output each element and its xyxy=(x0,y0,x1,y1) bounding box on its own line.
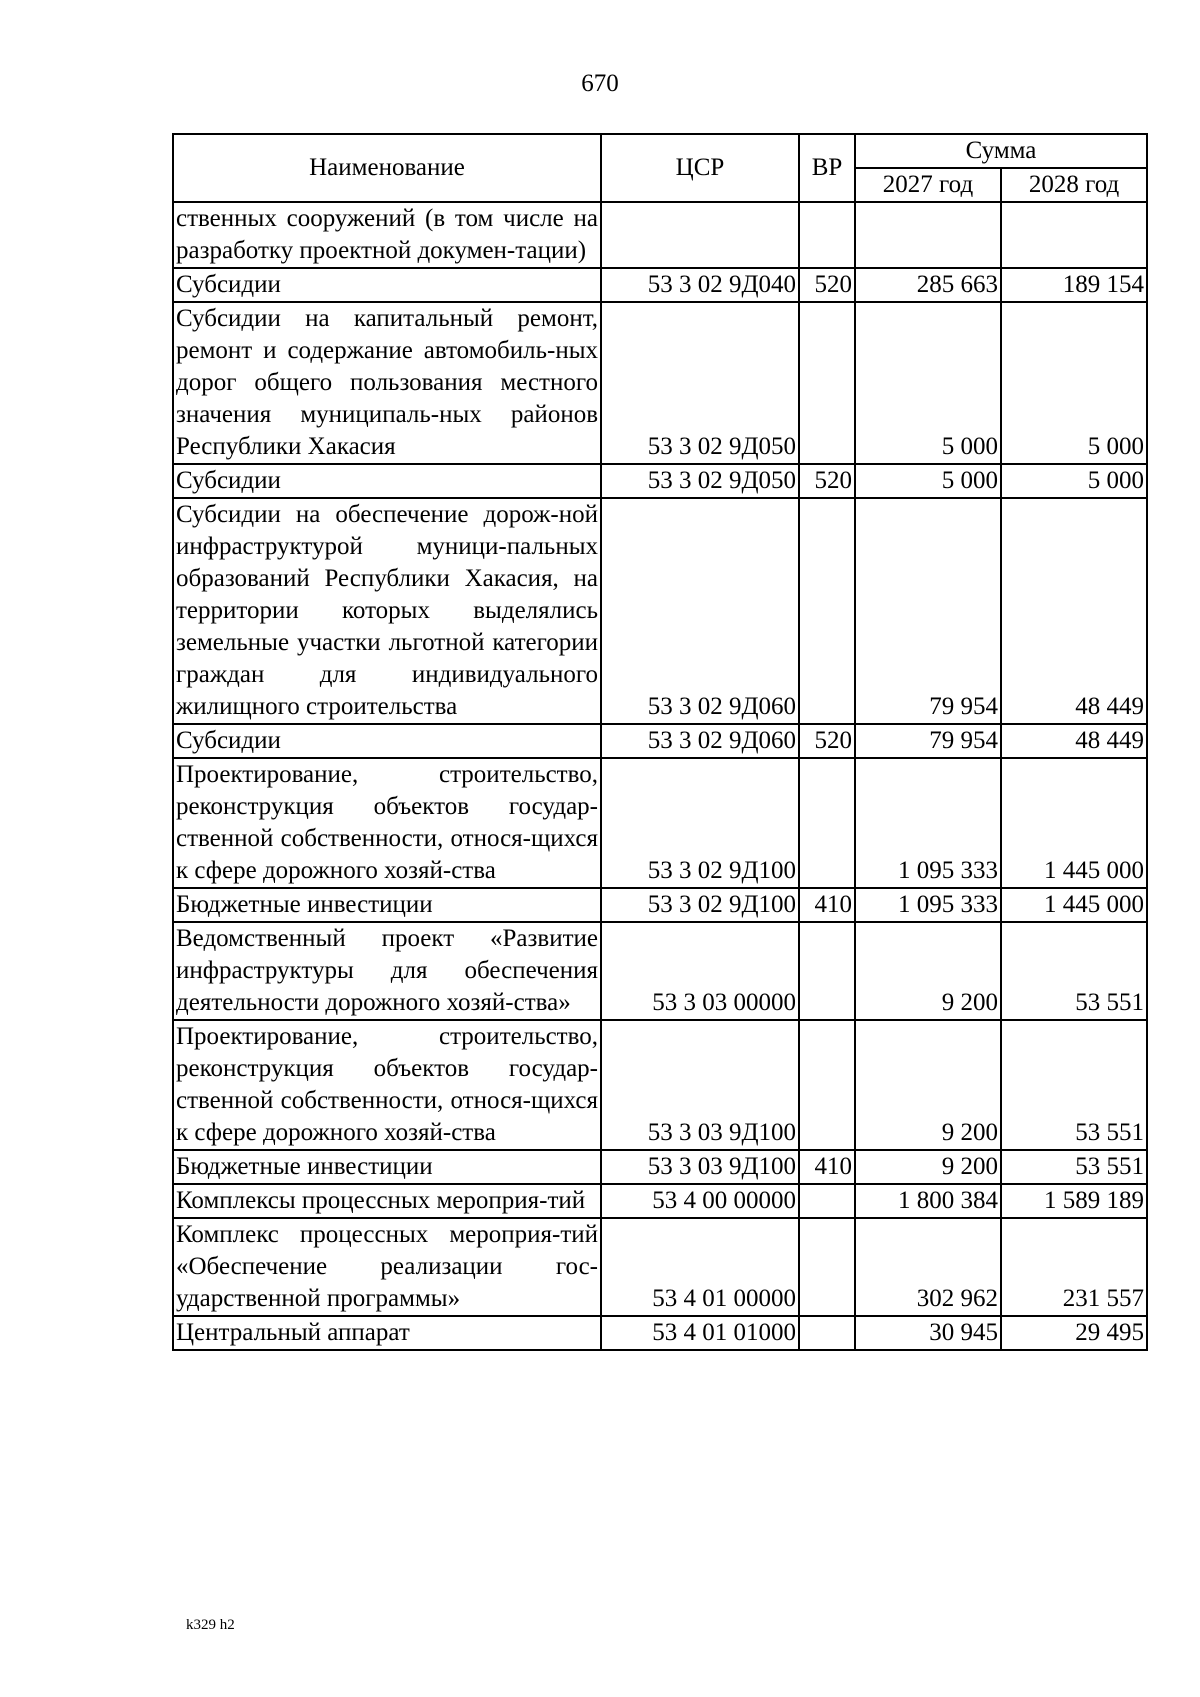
row-sum-2028-cell: 231 557 xyxy=(1001,1218,1147,1316)
row-sum-2028-cell: 29 495 xyxy=(1001,1316,1147,1350)
row-sum-2028-cell: 53 551 xyxy=(1001,922,1147,1020)
row-vr-cell xyxy=(799,202,855,268)
row-sum-2028-cell: 1 589 189 xyxy=(1001,1184,1147,1218)
row-sum-2028-cell: 48 449 xyxy=(1001,498,1147,724)
row-vr-cell: 520 xyxy=(799,464,855,498)
row-sum-2027-cell: 302 962 xyxy=(855,1218,1001,1316)
row-sum-2027-cell: 1 800 384 xyxy=(855,1184,1001,1218)
row-csr-cell: 53 4 01 01000 xyxy=(601,1316,799,1350)
row-vr-cell: 410 xyxy=(799,888,855,922)
row-vr-cell: 410 xyxy=(799,1150,855,1184)
row-name-cell: Проектирование, строительство, реконструкция объектов государ-ственной собственности, относя-щихся к сфере дорожного хозяй-ства xyxy=(173,1020,601,1150)
row-sum-2027-cell: 5 000 xyxy=(855,302,1001,464)
row-sum-2028-cell: 1 445 000 xyxy=(1001,888,1147,922)
row-vr-cell xyxy=(799,1020,855,1150)
row-name-cell: Бюджетные инвестиции xyxy=(173,1150,601,1184)
row-name-cell: Центральный аппарат xyxy=(173,1316,601,1350)
header-vr: ВР xyxy=(799,134,855,202)
row-vr-cell: 520 xyxy=(799,268,855,302)
row-name-cell: Субсидии xyxy=(173,464,601,498)
row-csr-cell: 53 3 02 9Д060 xyxy=(601,724,799,758)
row-vr-cell xyxy=(799,498,855,724)
row-csr-cell: 53 3 02 9Д040 xyxy=(601,268,799,302)
table-row xyxy=(173,758,1147,888)
row-name-cell: Субсидии на обеспечение дорож-ной инфраструктурой муници-пальных образований Республики Хакасия, на территории которых выделялись земельные участки льготной категории граждан для индивидуального жилищного строительства xyxy=(173,498,601,724)
table-row xyxy=(173,302,1147,464)
row-sum-2027-cell: 1 095 333 xyxy=(855,758,1001,888)
row-vr-cell: 520 xyxy=(799,724,855,758)
row-csr-cell: 53 3 03 9Д100 xyxy=(601,1150,799,1184)
row-sum-2028-cell: 1 445 000 xyxy=(1001,758,1147,888)
row-name-cell: Субсидии на капитальный ремонт, ремонт и содержание автомобиль-ных дорог общего пользования местного значения муниципаль-ных районов Республики Хакасия xyxy=(173,302,601,464)
table-row xyxy=(173,1150,1147,1184)
row-name-cell: Комплекс процессных мероприя-тий «Обеспечение реализации гос-ударственной программы» xyxy=(173,1218,601,1316)
row-csr-cell: 53 3 02 9Д100 xyxy=(601,758,799,888)
row-sum-2027-cell: 9 200 xyxy=(855,922,1001,1020)
row-sum-2027-cell: 5 000 xyxy=(855,464,1001,498)
row-vr-cell xyxy=(799,1184,855,1218)
row-sum-2027-cell: 9 200 xyxy=(855,1150,1001,1184)
table-row xyxy=(173,1020,1147,1150)
footer-code: k329 h2 xyxy=(186,1617,235,1633)
row-name-cell: Комплексы процессных мероприя-тий xyxy=(173,1184,601,1218)
row-sum-2027-cell xyxy=(855,202,1001,268)
row-name-cell: Субсидии xyxy=(173,724,601,758)
table-row xyxy=(173,498,1147,724)
header-year-2028: 2028 год xyxy=(1001,168,1147,202)
row-sum-2028-cell: 53 551 xyxy=(1001,1020,1147,1150)
row-csr-cell: 53 4 00 00000 xyxy=(601,1184,799,1218)
row-vr-cell xyxy=(799,758,855,888)
row-csr-cell: 53 3 02 9Д060 xyxy=(601,498,799,724)
row-sum-2027-cell: 285 663 xyxy=(855,268,1001,302)
page-number: 670 xyxy=(581,70,619,97)
row-csr-cell: 53 3 03 9Д100 xyxy=(601,1020,799,1150)
budget-table xyxy=(172,133,1148,1351)
header-year-2027: 2027 год xyxy=(855,168,1001,202)
table-row xyxy=(173,1316,1147,1350)
table-row xyxy=(173,922,1147,1020)
table-row xyxy=(173,888,1147,922)
row-sum-2028-cell: 5 000 xyxy=(1001,302,1147,464)
row-csr-cell: 53 3 02 9Д050 xyxy=(601,302,799,464)
header-sum: Сумма xyxy=(855,134,1147,168)
row-sum-2027-cell: 1 095 333 xyxy=(855,888,1001,922)
row-sum-2027-cell: 79 954 xyxy=(855,498,1001,724)
row-vr-cell xyxy=(799,922,855,1020)
table-row xyxy=(173,268,1147,302)
row-csr-cell: 53 3 02 9Д050 xyxy=(601,464,799,498)
row-vr-cell xyxy=(799,1218,855,1316)
row-sum-2027-cell: 79 954 xyxy=(855,724,1001,758)
table-header-row xyxy=(173,134,1147,168)
row-name-cell: Проектирование, строительство, реконструкция объектов государ-ственной собственности, относя-щихся к сфере дорожного хозяй-ства xyxy=(173,758,601,888)
row-csr-cell: 53 3 02 9Д100 xyxy=(601,888,799,922)
row-sum-2027-cell: 9 200 xyxy=(855,1020,1001,1150)
table-row xyxy=(173,724,1147,758)
row-sum-2027-cell: 30 945 xyxy=(855,1316,1001,1350)
row-sum-2028-cell: 53 551 xyxy=(1001,1150,1147,1184)
table-row xyxy=(173,1218,1147,1316)
row-vr-cell xyxy=(799,1316,855,1350)
header-name: Наименование xyxy=(173,134,601,202)
row-vr-cell xyxy=(799,302,855,464)
row-csr-cell: 53 3 03 00000 xyxy=(601,922,799,1020)
row-csr-cell xyxy=(601,202,799,268)
row-csr-cell: 53 4 01 00000 xyxy=(601,1218,799,1316)
row-name-cell: Субсидии xyxy=(173,268,601,302)
row-sum-2028-cell: 48 449 xyxy=(1001,724,1147,758)
row-name-cell: Бюджетные инвестиции xyxy=(173,888,601,922)
table-row xyxy=(173,464,1147,498)
table-row xyxy=(173,1184,1147,1218)
table-row xyxy=(173,202,1147,268)
row-sum-2028-cell: 189 154 xyxy=(1001,268,1147,302)
row-name-cell: ственных сооружений (в том числе на разработку проектной докумен-тации) xyxy=(173,202,601,268)
row-sum-2028-cell: 5 000 xyxy=(1001,464,1147,498)
row-sum-2028-cell xyxy=(1001,202,1147,268)
row-name-cell: Ведомственный проект «Развитие инфраструктуры для обеспечения деятельности дорожного хозяй-ства» xyxy=(173,922,601,1020)
header-csr: ЦСР xyxy=(601,134,799,202)
